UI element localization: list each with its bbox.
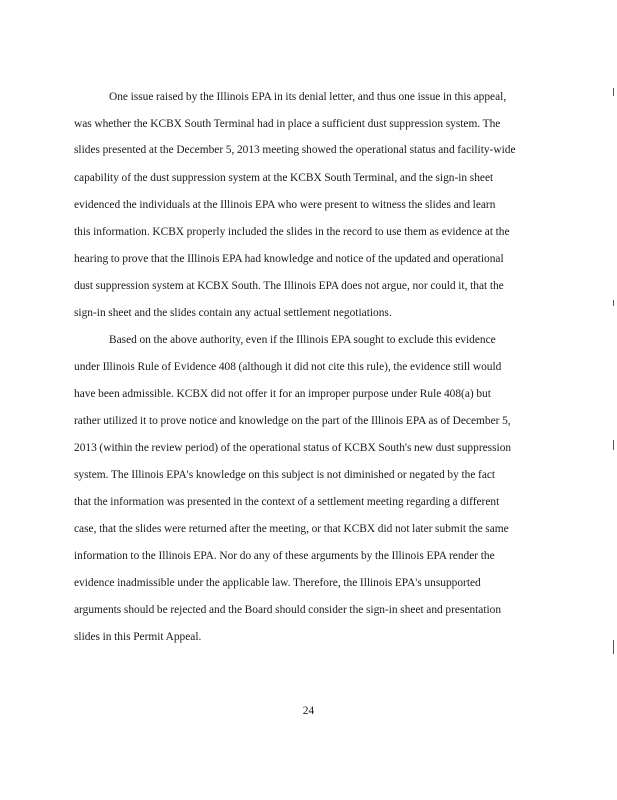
paragraph-1-line-9: sign-in sheet and the slides contain any actual settlement negotiations.: [74, 307, 392, 319]
paragraph-2-line-5: 2013 (within the review period) of the operational status of KCBX South's new dust suppression: [74, 442, 512, 454]
paragraph-1-line-6: this information. KCBX properly included the slides in the record to use them as evidence at the: [74, 226, 510, 238]
paragraph-2-line-10: evidence inadmissible under the applicable law. Therefore, the Illinois EPA's unsupported: [74, 577, 481, 589]
paragraph-2-line-4: rather utilized it to prove notice and knowledge on the part of the Illinois EPA as of December 5,: [74, 415, 511, 427]
paragraph-2-line-2: under Illinois Rule of Evidence 408 (although it did not cite this rule), the evidence still would: [74, 361, 502, 373]
paragraph-1-line-8: dust suppression system at KCBX South. The Illinois EPA does not argue, nor could it, that the: [74, 280, 504, 292]
paragraph-1-line-3: slides presented at the December 5, 2013 meeting showed the operational status and facility-wide: [74, 144, 516, 156]
paragraph-1-line-4: capability of the dust suppression system at the KCBX South Terminal, and the sign-in sheet: [74, 172, 494, 184]
paragraph-2-line-11: arguments should be rejected and the Board should consider the sign-in sheet and presentation: [74, 604, 502, 616]
paragraph-1-line-2: was whether the KCBX South Terminal had in place a sufficient dust suppression system. The: [74, 118, 501, 130]
scan-edge-mark: [613, 300, 614, 306]
paragraph-1-line-7: hearing to prove that the Illinois EPA had knowledge and notice of the updated and operational: [74, 253, 504, 265]
page-number: 24: [302, 705, 315, 717]
paragraph-1-line-1: One issue raised by the Illinois EPA in its denial letter, and thus one issue in this appeal,: [109, 91, 507, 103]
paragraph-2-line-7: that the information was presented in the context of a settlement meeting regarding a different: [74, 496, 500, 508]
paragraph-2-line-6: system. The Illinois EPA's knowledge on this subject is not diminished or negated by the fact: [74, 469, 496, 481]
scan-edge-mark: [613, 640, 614, 654]
paragraph-2-line-1: Based on the above authority, even if the Illinois EPA sought to exclude this evidence: [109, 334, 496, 346]
scan-edge-mark: [613, 88, 614, 96]
paragraph-2-line-9: information to the Illinois EPA. Nor do any of these arguments by the Illinois EPA render the: [74, 550, 495, 562]
paragraph-1-line-5: evidenced the individuals at the Illinois EPA who were present to witness the slides and learn: [74, 199, 496, 211]
scan-edge-mark: [613, 440, 614, 450]
paragraph-2-line-3: have been admissible. KCBX did not offer it for an improper purpose under Rule 408(a) but: [74, 388, 491, 400]
paragraph-2-line-8: case, that the slides were returned after the meeting, or that KCBX did not later submit the same: [74, 523, 509, 535]
paragraph-2-line-12: slides in this Permit Appeal.: [74, 631, 202, 643]
